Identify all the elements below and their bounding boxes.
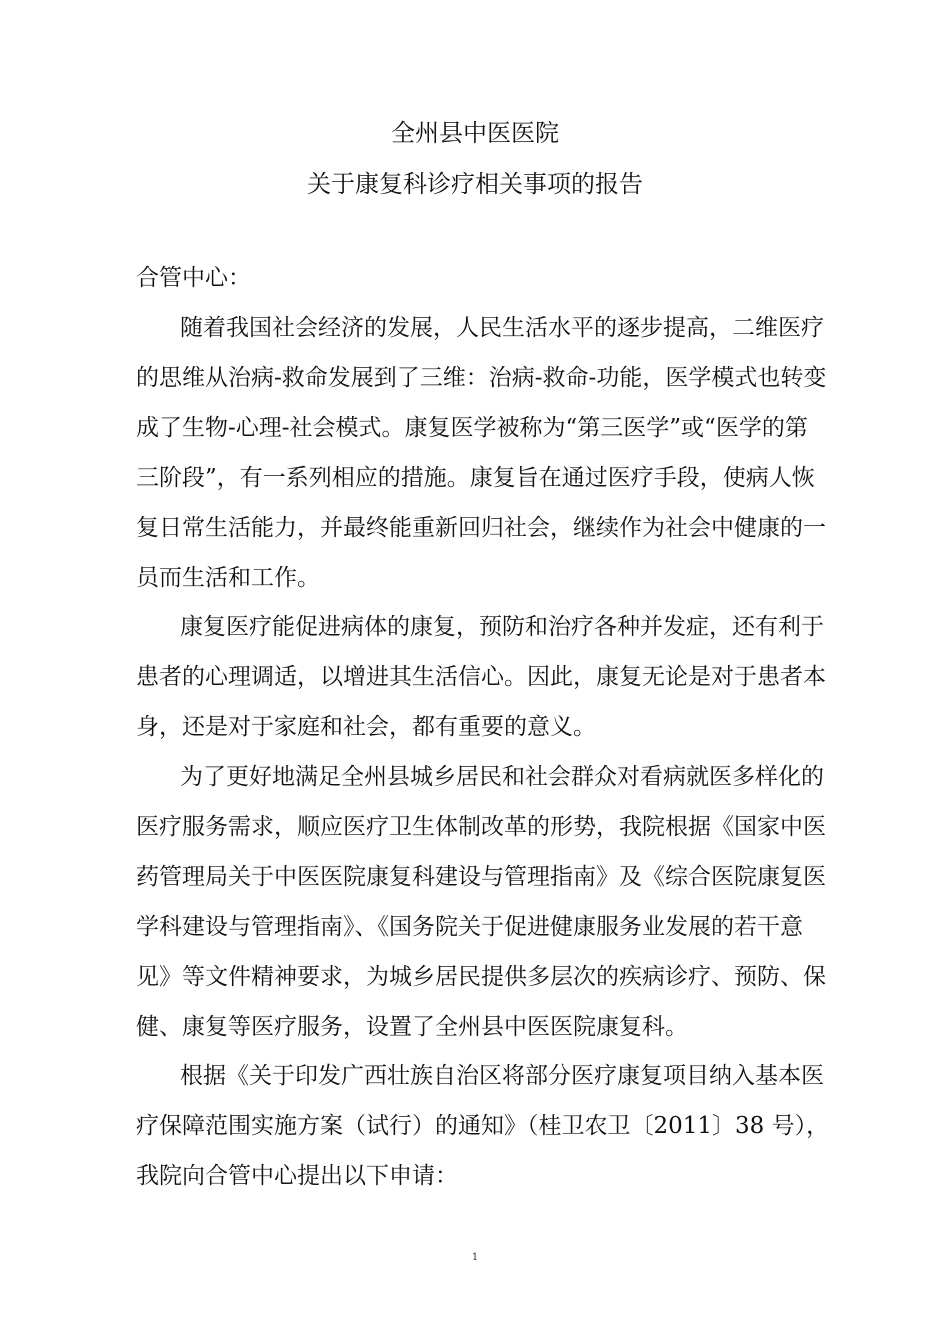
paragraph-4-line-1: 根据《关于印发广西壮族自治区将部分医疗康复项目纳入基本医 — [180, 1063, 824, 1089]
document-title-line-1: 全州县中医医院 — [391, 119, 559, 147]
paragraph-4-line-2: 疗保障范围实施方案（试行）的通知》（桂卫农卫〔2011〕38 号）， — [136, 1113, 830, 1139]
paragraph-1-line-5: 复日常生活能力，并最终能重新回归社会，继续作为社会中健康的一 — [136, 515, 826, 541]
paragraph-3-line-4: 学科建设与管理指南》、《国务院关于促进健康服务业发展的若干意 — [136, 914, 803, 940]
paragraph-3-line-3: 药管理局关于中医医院康复科建设与管理指南》及《综合医院康复医 — [136, 864, 826, 890]
salutation: 合管中心： — [136, 265, 251, 291]
paragraph-4-line-3: 我院向合管中心提出以下申请： — [136, 1163, 458, 1189]
paragraph-2-line-1: 康复医疗能促进病体的康复，预防和治疗各种并发症，还有利于 — [180, 614, 824, 640]
paragraph-3-line-2: 医疗服务需求，顺应医疗卫生体制改革的形势，我院根据《国家中医 — [136, 814, 826, 840]
paragraph-2-line-3: 身，还是对于家庭和社会，都有重要的意义。 — [136, 714, 596, 740]
paragraph-1-line-4: 三阶段”，有一系列相应的措施。康复旨在通过医疗手段，使病人恢 — [136, 465, 815, 491]
page-number: 1 — [471, 1252, 479, 1263]
paragraph-1-line-2: 的思维从治病-救命发展到了三维：治病-救命-功能，医学模式也转变 — [136, 365, 827, 391]
paragraph-3-line-6: 健、康复等医疗服务，设置了全州县中医医院康复科。 — [136, 1014, 688, 1040]
paragraph-1-line-6: 员而生活和工作。 — [136, 565, 320, 591]
paragraph-1-line-3: 成了生物-心理-社会模式。康复医学被称为“第三医学”或“医学的第 — [136, 415, 808, 441]
paragraph-2-line-2: 患者的心理调适，以增进其生活信心。因此，康复无论是对于患者本 — [136, 664, 826, 690]
paragraph-3-line-1: 为了更好地满足全州县城乡居民和社会群众对看病就医多样化的 — [180, 764, 824, 790]
paragraph-3-line-5: 见》等文件精神要求，为城乡居民提供多层次的疾病诊疗、预防、保 — [136, 964, 826, 990]
paragraph-1-line-1: 随着我国社会经济的发展，人民生活水平的逐步提高，二维医疗 — [180, 315, 824, 341]
document-title-line-2: 关于康复科诊疗相关事项的报告 — [307, 170, 643, 198]
